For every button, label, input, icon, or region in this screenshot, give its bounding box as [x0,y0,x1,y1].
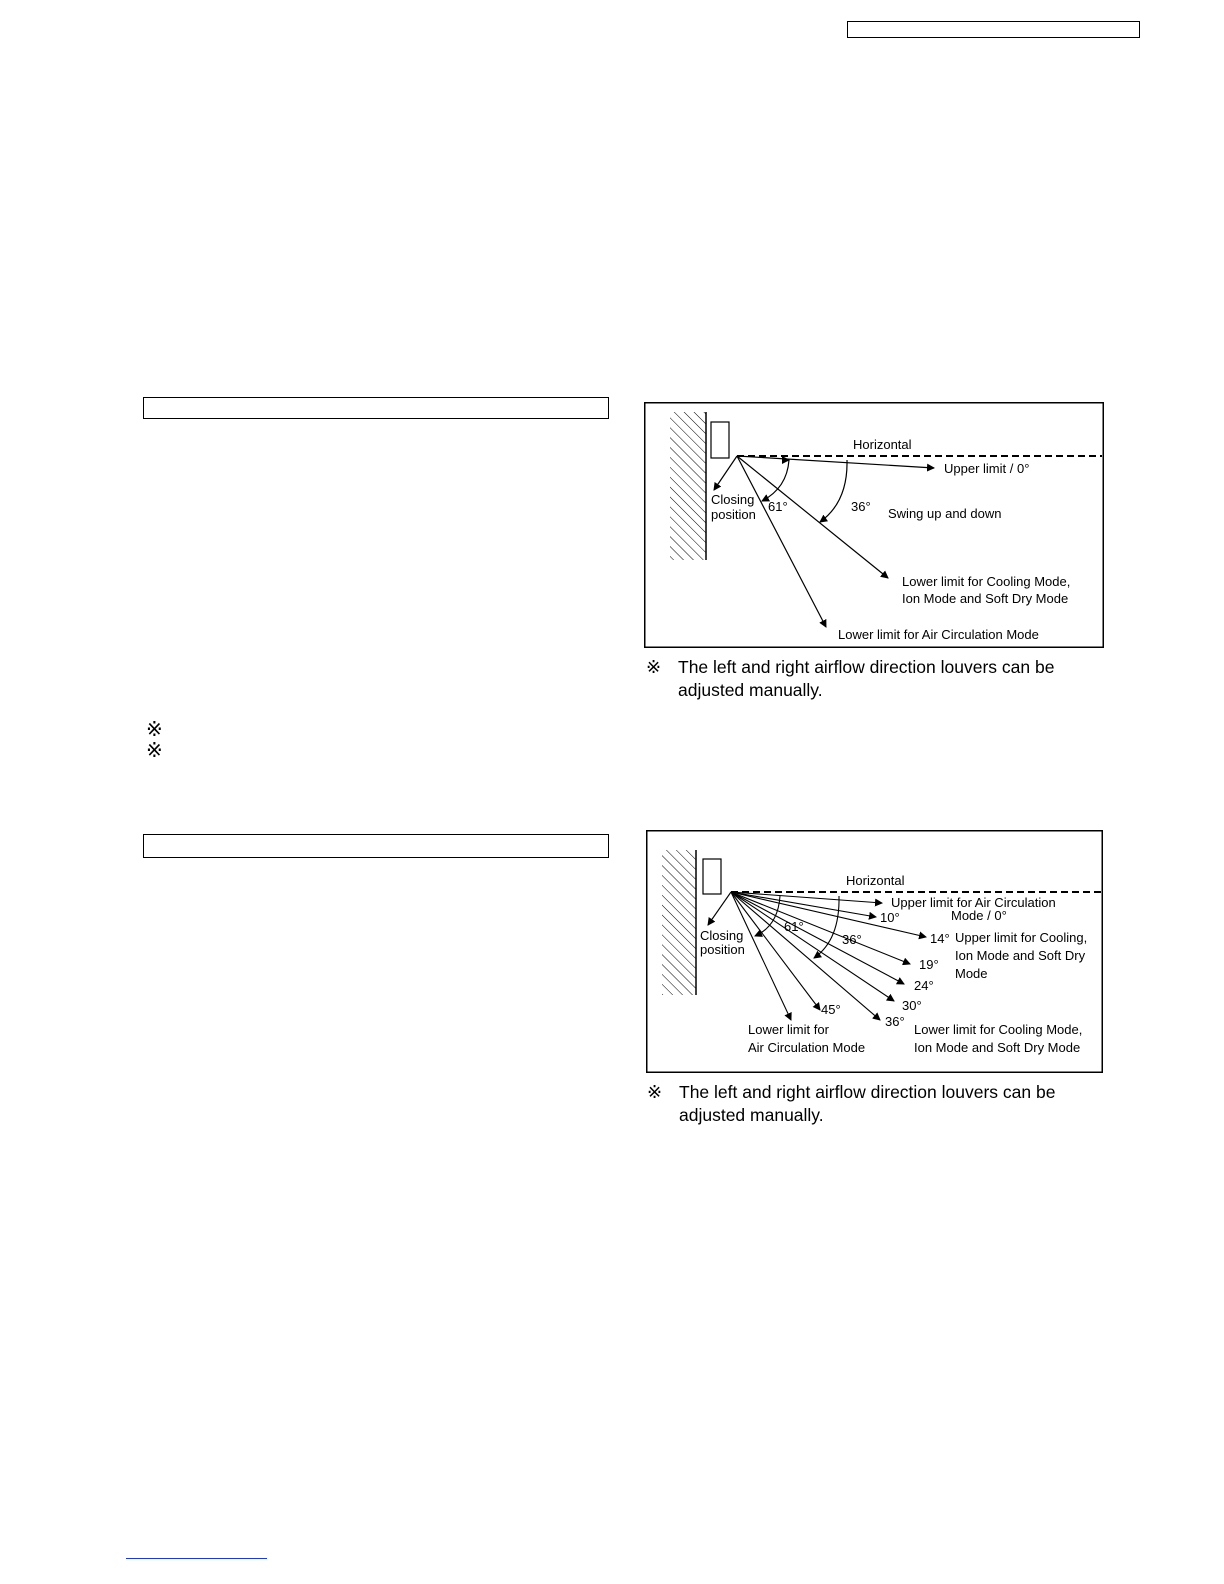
lower-cooling-label-1: Lower limit for Cooling Mode, [902,574,1071,589]
section-title-box-1 [143,397,609,419]
angle-30-label: 30° [902,998,922,1013]
horizontal-label: Horizontal [846,873,905,888]
angle-14-label: 14° [930,931,950,946]
lower-cooling-label-2: Ion Mode and Soft Dry Mode [902,591,1069,606]
upper-cooling-label-2: Ion Mode and Soft Dry [955,948,1086,963]
indoor-unit [703,859,721,894]
lower-air-label-2: Air Circulation Mode [748,1040,866,1055]
reference-mark-1: ※ [146,717,163,741]
note-mark: ※ [647,1082,663,1103]
angle-10-label: 10° [880,910,900,925]
lower-air-label-1: Lower limit for [748,1022,829,1037]
angle-61-label: 61° [784,919,804,934]
wall-hatch [670,412,706,560]
angle-36-label: 36° [851,499,871,514]
angle-36-label: 36° [885,1014,905,1029]
airflow-diagram-1 [644,402,1104,648]
closing-label-1: Closing [711,492,755,507]
angle-36-arc-label: 36° [842,932,862,947]
angle-61-label: 61° [768,499,788,514]
horizontal-label: Horizontal [853,437,912,452]
reference-mark-2: ※ [146,738,163,762]
louver-note-1 [646,656,1116,704]
indoor-unit [711,422,729,458]
upper-cooling-label-3: Mode [955,966,988,981]
closing-label-1: Closing [700,928,744,943]
lower-air-label: Lower limit for Air Circulation Mode [838,627,1039,642]
swing-label: Swing up and down [888,506,1002,521]
upper-air-label-1: Upper limit for Air Circulation [891,895,1056,910]
upper-cooling-label-1: Upper limit for Cooling, [955,930,1088,945]
note-text: The left and right airflow direction louvers can be adjusted manually. [679,1082,1056,1125]
wall-hatch [662,850,696,995]
header-box [847,21,1140,38]
footer-link-underline[interactable] [126,1558,267,1559]
closing-label-2: position [700,942,745,957]
louver-note-2 [647,1081,1117,1129]
section-title-box-2 [143,834,609,858]
lower-cooling-label-2: Ion Mode and Soft Dry Mode [914,1040,1081,1055]
angle-19-label: 19° [919,957,939,972]
angle-45-label: 45° [821,1002,841,1017]
lower-cooling-label-1: Lower limit for Cooling Mode, [914,1022,1083,1037]
angle-24-label: 24° [914,978,934,993]
airflow-diagram-2 [646,830,1103,1073]
upper-air-label-2: Mode / 0° [951,908,1007,923]
closing-label-2: position [711,507,756,522]
note-text: The left and right airflow direction louvers can be adjusted manually. [678,657,1055,700]
note-mark: ※ [646,657,662,678]
upper-limit-label: Upper limit / 0° [944,461,1030,476]
